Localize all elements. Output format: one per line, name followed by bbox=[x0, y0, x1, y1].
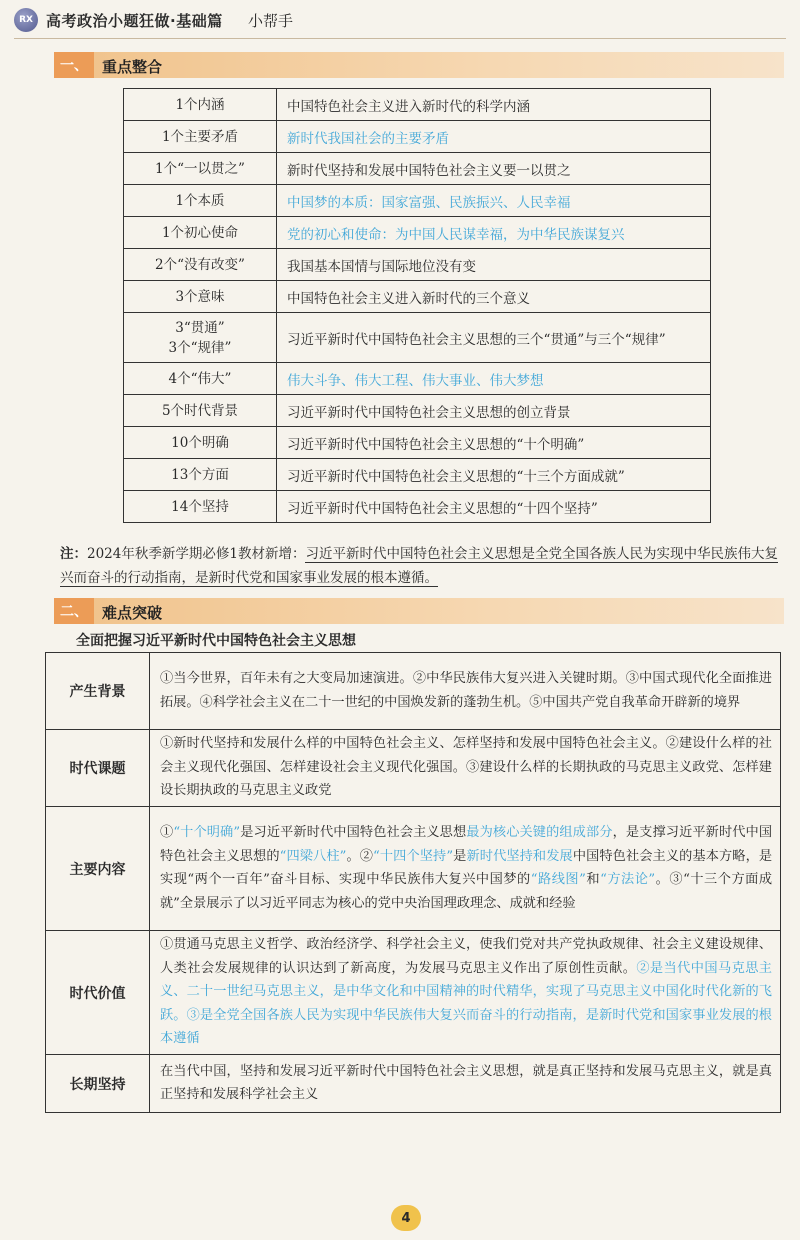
row-value: 习近平新时代中国特色社会主义思想的创立背景 bbox=[277, 395, 711, 427]
text-run: ，是支撑习近平新时代中国特色社会主义思想的 bbox=[160, 825, 773, 864]
row-value: 中国特色社会主义进入新时代的科学内涵 bbox=[277, 89, 711, 121]
table-row bbox=[46, 1055, 781, 1113]
table-row bbox=[124, 395, 711, 427]
text-run: 是习近平新时代中国特色社会主义思想 bbox=[240, 825, 467, 840]
section-bar-key-points bbox=[54, 52, 784, 78]
text-run: 和 bbox=[585, 872, 601, 887]
book-subtitle: 小帮手 bbox=[248, 12, 294, 30]
row-value: 新时代坚持和发展中国特色社会主义要一以贯之 bbox=[277, 153, 711, 185]
table-row bbox=[46, 807, 781, 931]
row-value: 习近平新时代中国特色社会主义思想的“十四个坚持” bbox=[277, 491, 711, 523]
row-key: 2个“没有改变” bbox=[124, 249, 277, 281]
note-prefix: 2024年秋季新学期必修1教材新增： bbox=[87, 546, 306, 562]
highlight-run: “十个明确” bbox=[173, 825, 241, 840]
text-run: 中国特色社会主义的基本方略，是实现“两个一百年”奋斗目标、实现中华民族伟大复兴中国梦的 bbox=[160, 848, 773, 887]
row-key: 13个方面 bbox=[124, 459, 277, 491]
section-number: 二、 bbox=[54, 598, 94, 624]
table-row bbox=[124, 217, 711, 249]
row-key: 3个意味 bbox=[124, 281, 277, 313]
page-number: 4 bbox=[391, 1205, 421, 1231]
row-key: 4个“伟大” bbox=[124, 363, 277, 395]
table-row bbox=[124, 89, 711, 121]
note-paragraph bbox=[60, 542, 790, 590]
row-value bbox=[150, 807, 781, 931]
row-value: 伟大斗争、伟大工程、伟大事业、伟大梦想 bbox=[277, 363, 711, 395]
table-row bbox=[124, 363, 711, 395]
row-key: 时代课题 bbox=[46, 730, 150, 807]
table-row bbox=[124, 121, 711, 153]
section-title: 难点突破 bbox=[102, 604, 163, 622]
row-key: 1个初心使命 bbox=[124, 217, 277, 249]
text-run: ① bbox=[160, 825, 174, 840]
page-header bbox=[0, 0, 800, 44]
table-row bbox=[124, 281, 711, 313]
highlight-run: 新时代坚持和发展 bbox=[466, 848, 573, 864]
text-run: 。③“十三个方面成就”全景展示了以习近平同志为核心的党中央治国理政理念、成就和经验 bbox=[160, 872, 773, 911]
detail-table bbox=[45, 652, 781, 1113]
book-logo-icon: RX bbox=[14, 8, 38, 32]
row-value: 我国基本国情与国际地位没有变 bbox=[277, 249, 711, 281]
note-label: 注： bbox=[60, 546, 87, 562]
note-underlined-text: 习近平新时代中国特色社会主义思想是全党全国各族人民为实现中华民族伟大复兴而奋斗的行动指南，是新时代党和国家事业发展的根本遵循。 bbox=[60, 546, 778, 586]
highlight-run: “十四个坚持” bbox=[373, 848, 454, 864]
text-run: ①贯通马克思主义哲学、政治经济学、科学社会主义，使我们党对共产党执政规律、社会主义建设规律、人类社会发展规律的认识达到了新高度，为发展马克思主义作出了原创性贡献。 bbox=[160, 937, 772, 976]
row-value: ①新时代坚持和发展什么样的中国特色社会主义、怎样坚持和发展中国特色社会主义。②建设什么样的社会主义现代化强国、怎样建设社会主义现代化强国。③建设什么样的长期执政的马克思主义政党、怎样建设长期执政的马克思主义政党 bbox=[150, 730, 781, 807]
book-title: 高考政治小题狂做·基础篇 bbox=[46, 12, 223, 30]
row-value: ①当今世界，百年未有之大变局加速演进。②中华民族伟大复兴进入关键时期。③中国式现代化全面推进拓展。④科学社会主义在二十一世纪的中国焕发新的蓬勃生机。⑤中国共产党自我革命开辟新的境界 bbox=[150, 653, 781, 730]
highlight-run: “四梁八柱” bbox=[279, 848, 347, 864]
highlight-run: “路线图” bbox=[530, 872, 586, 887]
table-row bbox=[124, 249, 711, 281]
row-key: 长期坚持 bbox=[46, 1055, 150, 1113]
row-key: 1个“一以贯之” bbox=[124, 153, 277, 185]
table-row bbox=[124, 427, 711, 459]
row-value: 中国特色社会主义进入新时代的三个意义 bbox=[277, 281, 711, 313]
header-divider bbox=[14, 38, 786, 39]
table-row bbox=[124, 185, 711, 217]
row-value: 习近平新时代中国特色社会主义思想的“十个明确” bbox=[277, 427, 711, 459]
row-key: 3“贯通” 3个“规律” bbox=[124, 313, 277, 363]
subheading: 全面把握习近平新时代中国特色社会主义思想 bbox=[76, 633, 356, 649]
table-row bbox=[46, 653, 781, 730]
section-title: 重点整合 bbox=[102, 58, 163, 76]
section-bar-difficulties bbox=[54, 598, 784, 624]
row-value: 中国梦的本质：国家富强、民族振兴、人民幸福 bbox=[277, 185, 711, 217]
table-row bbox=[46, 730, 781, 807]
table-row bbox=[124, 153, 711, 185]
row-key: 产生背景 bbox=[46, 653, 150, 730]
text-run: 。② bbox=[346, 848, 374, 864]
row-key: 1个主要矛盾 bbox=[124, 121, 277, 153]
row-key: 5个时代背景 bbox=[124, 395, 277, 427]
row-value: 党的初心和使命：为中国人民谋幸福，为中华民族谋复兴 bbox=[277, 217, 711, 249]
row-key: 1个本质 bbox=[124, 185, 277, 217]
row-value: 新时代我国社会的主要矛盾 bbox=[277, 121, 711, 153]
highlight-run: 最为核心关键的组成部分 bbox=[466, 825, 613, 840]
row-value: 习近平新时代中国特色社会主义思想的“十三个方面成就” bbox=[277, 459, 711, 491]
row-value: 在当代中国，坚持和发展习近平新时代中国特色社会主义思想，就是真正坚持和发展马克思主义，就是真正坚持和发展科学社会主义 bbox=[150, 1055, 781, 1113]
row-key: 1个内涵 bbox=[124, 89, 277, 121]
table-row bbox=[46, 931, 781, 1055]
table-row bbox=[124, 491, 711, 523]
table-row bbox=[124, 313, 711, 363]
row-key: 主要内容 bbox=[46, 807, 150, 931]
row-value bbox=[150, 931, 781, 1055]
table-row bbox=[124, 459, 711, 491]
row-key: 时代价值 bbox=[46, 931, 150, 1055]
row-key: 10个明确 bbox=[124, 427, 277, 459]
highlight-run: ②是当代中国马克思主义、二十一世纪马克思主义，是中华文化和中国精神的时代精华，实现了马克思主义中国化时代化新的飞跃。③是全党全国各族人民为实现中华民族伟大复兴而奋斗的行动指南，是新时代党和国家事业发展的根本遵循 bbox=[160, 960, 772, 1047]
section-number: 一、 bbox=[54, 52, 94, 78]
summary-table bbox=[123, 88, 711, 523]
row-key: 14个坚持 bbox=[124, 491, 277, 523]
text-run: 是 bbox=[453, 848, 467, 864]
highlight-run: “方法论” bbox=[600, 872, 656, 887]
row-value: 习近平新时代中国特色社会主义思想的三个“贯通”与三个“规律” bbox=[277, 313, 711, 363]
